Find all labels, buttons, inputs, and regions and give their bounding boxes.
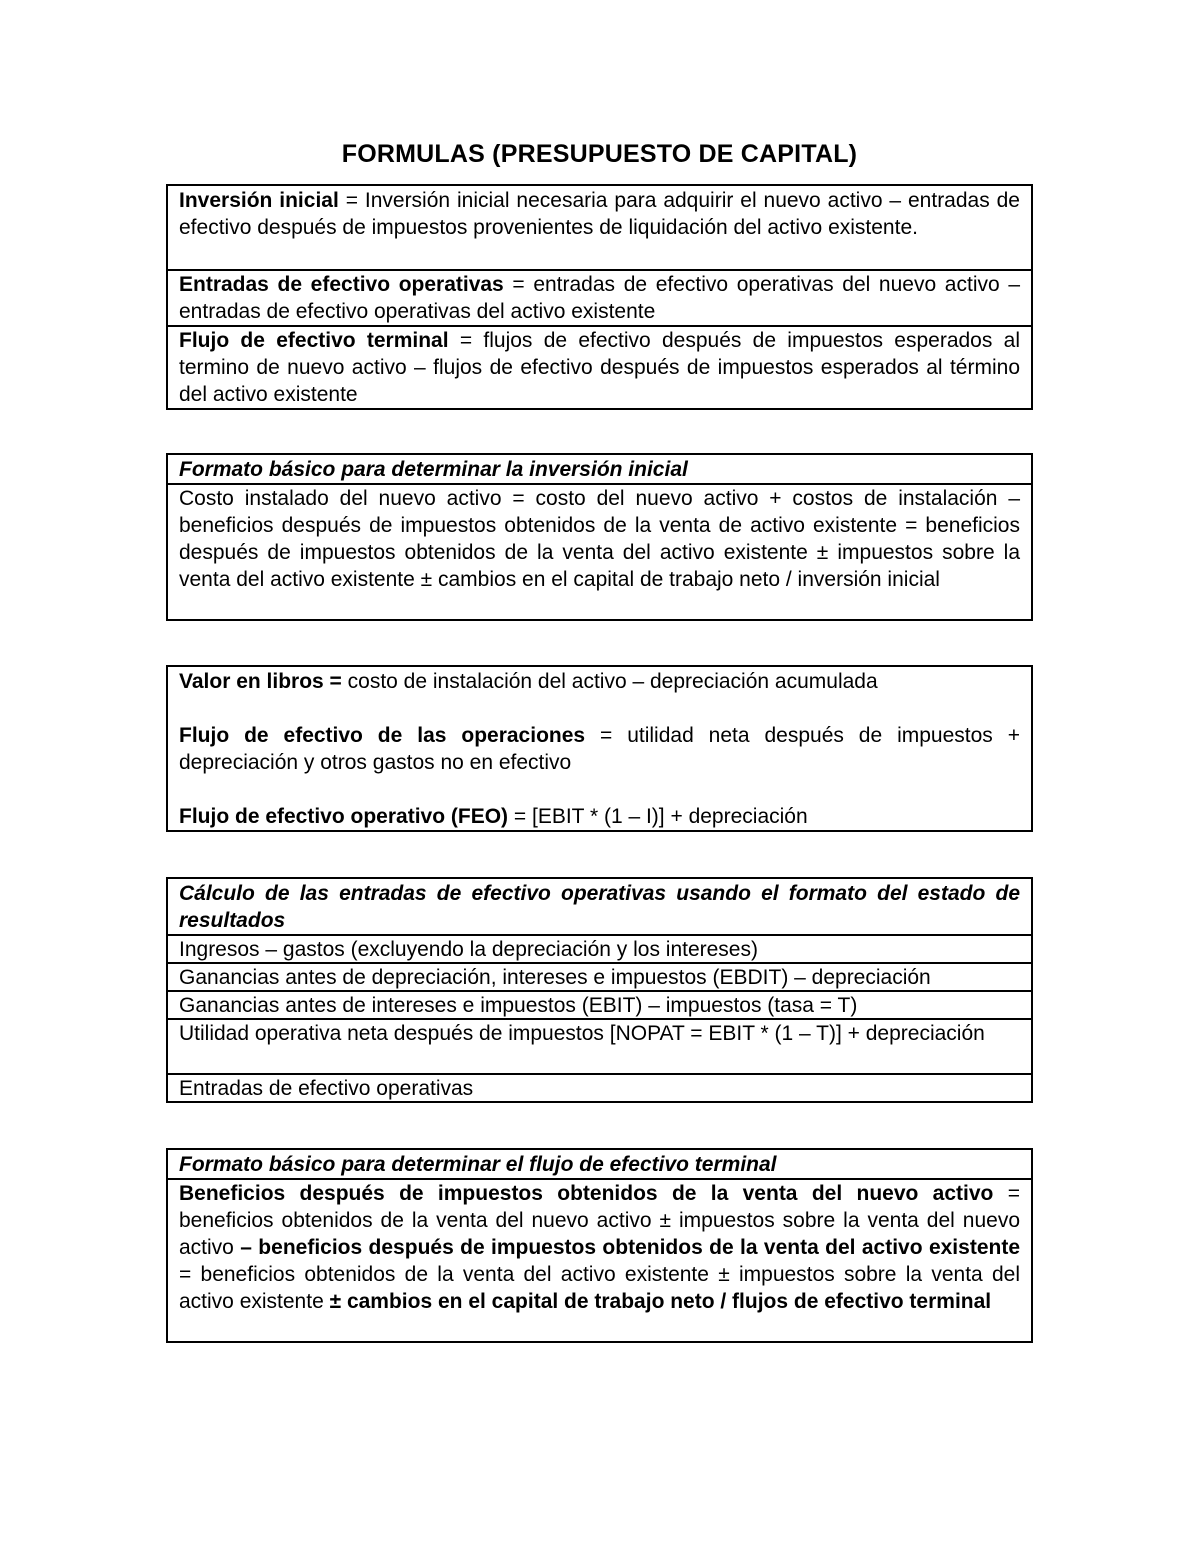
formula-line	[179, 722, 1020, 776]
row-text: Ganancias antes de intereses e impuestos (EBIT) – impuestos (tasa = T)	[179, 994, 858, 1017]
formula-bold-text: ± cambios en el capital de trabajo neto / flujos de efectivo terminal	[329, 1290, 992, 1313]
spacer	[179, 776, 1020, 803]
term-definition: = flujos de efectivo después de impuestos esperados al termino de nuevo activo – flujos de efectivo después de impuestos esperados al término del activo existente	[179, 329, 1020, 406]
table-row	[168, 1178, 1031, 1341]
formula-text: = beneficios obtenidos de la venta del nuevo activo ± impuestos sobre la venta del nuevo activo	[179, 1182, 1020, 1259]
table-header	[168, 1150, 1031, 1178]
section-heading: Formato básico para determinar la inversión inicial	[179, 458, 688, 481]
formula-line	[179, 803, 1020, 830]
table-row	[168, 962, 1031, 990]
table-header	[168, 455, 1031, 483]
initial-investment-table	[166, 453, 1033, 621]
term-definition: costo de instalación del activo – depreciación acumulada	[341, 670, 878, 693]
book-value-table	[166, 665, 1033, 832]
term-label: Entradas de efectivo operativas	[179, 273, 504, 296]
row-text: Ganancias antes de depreciación, intereses e impuestos (EBDIT) – depreciación	[179, 966, 931, 989]
term-label: Inversión inicial	[179, 189, 339, 212]
formula-block	[168, 667, 1031, 830]
table-row	[168, 483, 1031, 619]
formula-bold-text: Beneficios después de impuestos obtenidos de la venta del nuevo activo	[179, 1182, 994, 1205]
term-definition: = [EBIT * (1 – I)] + depreciación	[508, 805, 808, 828]
operating-inflows-table	[166, 877, 1033, 1103]
table-row	[168, 990, 1031, 1018]
definitions-table	[166, 184, 1033, 410]
table-row	[168, 269, 1031, 325]
formula-text: = beneficios obtenidos de la venta del activo existente ± impuestos sobre la venta del activo existente	[179, 1263, 1020, 1313]
term-label: Flujo de efectivo operativo (FEO)	[179, 805, 509, 828]
term-label: Flujo de efectivo de las operaciones	[179, 724, 586, 747]
term-label: Flujo de efectivo terminal	[179, 329, 449, 352]
page-title: FORMULAS (PRESUPUESTO DE CAPITAL)	[341, 140, 858, 168]
section-heading: Cálculo de las entradas de efectivo operativas usando el formato del estado de resultados	[179, 882, 1020, 932]
table-header	[168, 879, 1031, 934]
formula-bold-text: – beneficios después de impuestos obtenidos de la venta del activo existente	[240, 1236, 1020, 1259]
formula-text: Costo instalado del nuevo activo = costo del nuevo activo + costos de instalación – beneficios después de impuestos obtenidos de la venta de activo existente = beneficios después de impuestos obtenidos de la venta del activo existente ± impuestos sobre la venta del activo existente ± cambios en el capital de trabajo neto / inversión inicial	[179, 487, 1020, 591]
row-text: Entradas de efectivo operativas	[179, 1077, 474, 1100]
term-label: Valor en libros =	[179, 670, 342, 693]
spacer	[179, 695, 1020, 722]
term-definition: = utilidad neta después de impuestos + depreciación y otros gastos no en efectivo	[179, 724, 1020, 774]
table-row	[168, 934, 1031, 962]
formula-line	[179, 668, 1020, 695]
term-definition: = Inversión inicial necesaria para adquirir el nuevo activo – entradas de efectivo después de impuestos provenientes de liquidación del activo existente.	[179, 189, 1020, 239]
row-text: Utilidad operativa neta después de impuestos [NOPAT = EBIT * (1 – T)] + depreciación	[179, 1022, 985, 1045]
term-definition: = entradas de efectivo operativas del nuevo activo – entradas de efectivo operativas del activo existente	[179, 273, 1020, 323]
terminal-cash-flow-table	[166, 1148, 1033, 1343]
table-row	[168, 1018, 1031, 1073]
table-row	[168, 1073, 1031, 1101]
section-heading: Formato básico para determinar el flujo de efectivo terminal	[179, 1153, 777, 1176]
table-row	[168, 186, 1031, 269]
row-text: Ingresos – gastos (excluyendo la depreciación y los intereses)	[179, 938, 758, 961]
table-row	[168, 325, 1031, 408]
